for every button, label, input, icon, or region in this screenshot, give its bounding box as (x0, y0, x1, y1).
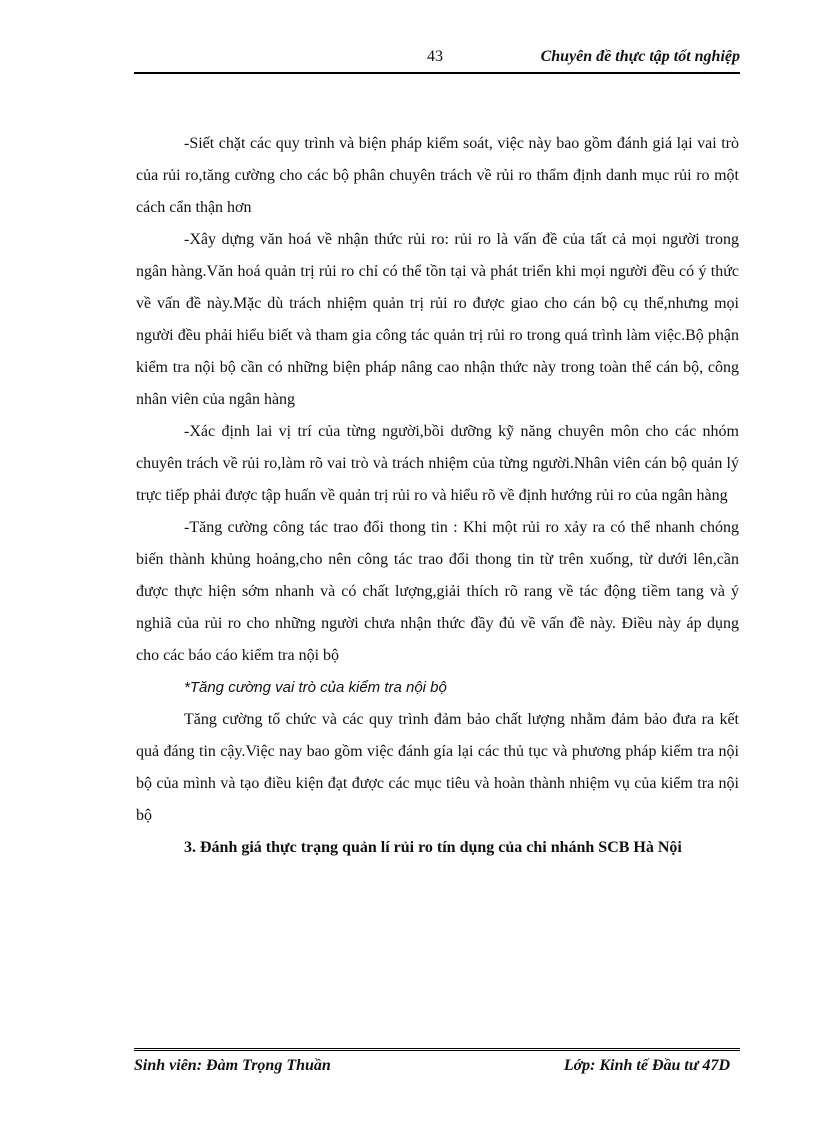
paragraph: Tăng cường tổ chức và các quy trình đảm bảo chất lượng nhằm đảm bảo đưa ra kết quả đáng tin cậy.Việc nay bao gồm việc đánh gía lại các thủ tục và phương pháp kiểm tra nội bộ của mình và tạo điều kiện đạt được các mục tiêu và hoàn thành nhiệm vụ của kiểm tra nội bộ (136, 711, 739, 824)
document-title: Chuyên đề thực tập tốt nghiệp (540, 48, 740, 65)
paragraph: -Tăng cường công tác trao đổi thong tin : Khi một rủi ro xảy ra có thể nhanh chóng biến thành khủng hoảng,cho nên công tác trao đổi thong tin từ trên xuống, từ dưới lên,cần được thực hiện sớm nhanh và có chất lượng,giải thích rõ rang về tác động tiềm tang và ý nghiã của rủi ro cho những người chưa nhận thức đầy đủ về vấn đề này. Điều này áp dụng cho các báo cáo kiểm tra nội bộ (136, 519, 739, 664)
class-name: Lớp: Kinh tế Đầu tư 47D (563, 1057, 730, 1074)
subheading: *Tăng cường vai trò của kiểm tra nội bộ (184, 679, 447, 696)
student-name: Sinh viên: Đàm Trọng Thuần (134, 1057, 331, 1074)
paragraph: -Xác định lai vị trí của từng người,bồi dưỡng kỹ năng chuyên môn cho các nhóm chuyên trách về rủi ro,làm rõ vai trò và trách nhiệm của từng người.Nhân viên cán bộ quản lý trực tiếp phải được tập huấn về quản trị rủi ro và hiểu rõ về định hướng rủi ro của ngân hàng (136, 423, 739, 504)
page-header (134, 48, 740, 74)
page-footer (134, 1048, 740, 1081)
body-text (136, 128, 739, 864)
section-heading: 3. Đánh giá thực trạng quản lí rủi ro tín dụng của chi nhánh SCB Hà Nội (184, 839, 682, 856)
paragraph: -Xây dựng văn hoá về nhận thức rủi ro: rủi ro là vấn đề của tất cả mọi người trong ngân hàng.Văn hoá quản trị rủi ro chỉ có thể tồn tại và phát triển khi mọi người đều có ý thức về vấn đề này.Mặc dù trách nhiệm quản trị rủi ro được giao cho cán bộ cụ thể,nhưng mọi người đều phải hiểu biết và tham gia công tác quản trị rủi ro trong quá trình làm việc.Bộ phận kiểm tra nội bộ cần có những biện pháp nâng cao nhận thức này trong toàn thể cán bộ, công nhân viên của ngân hàng (136, 231, 739, 408)
paragraph: -Siết chặt các quy trình và biện pháp kiểm soát, việc này bao gồm đánh giá lại vai trò của rủi ro,tăng cường cho các bộ phân chuyên trách về rủi ro thẩm định danh mục rủi ro một cách cẩn thận hơn (136, 135, 739, 216)
page-number: 43 (427, 48, 443, 65)
